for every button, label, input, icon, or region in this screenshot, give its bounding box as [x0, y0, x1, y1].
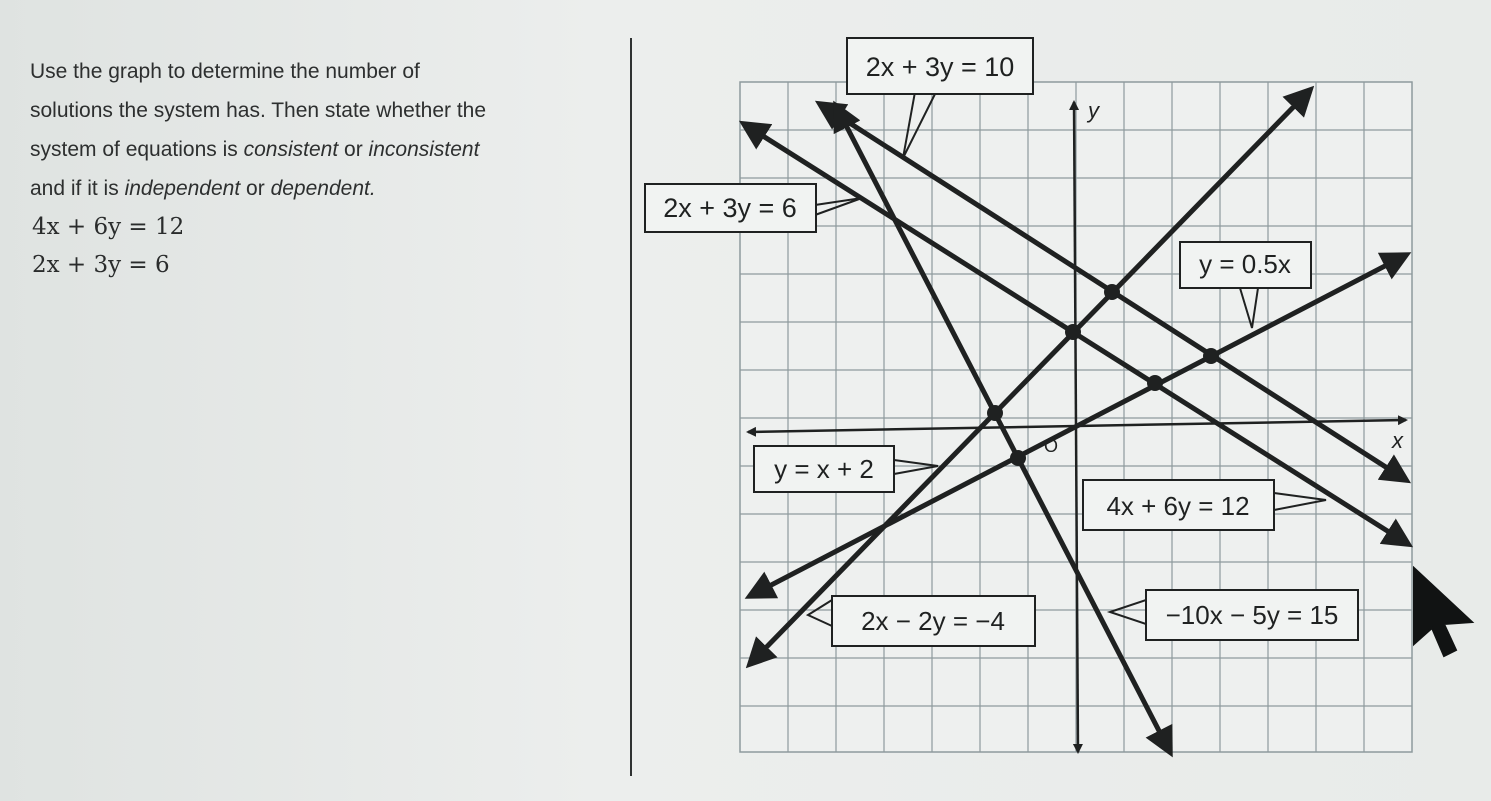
- label-y-eq-x-plus-2: y = x + 2: [774, 454, 874, 484]
- label-2x-minus-2y-eq-neg4: 2x − 2y = −4: [861, 606, 1005, 636]
- question-line-3: system of equations is consistent or inconsistent: [30, 138, 480, 161]
- label-y-eq-0.5x: y = 0.5x: [1199, 249, 1291, 279]
- question-line-2: solutions the system has. Then state whether the: [30, 99, 487, 122]
- question-line-1: Use the graph to determine the number of: [30, 60, 420, 83]
- question-line-4: and if it is independent or dependent.: [30, 177, 376, 200]
- mouse-pointer-icon: [1412, 566, 1478, 658]
- equation-1: 4x + 6y = 12: [32, 214, 185, 240]
- label-2x-plus-3y-eq-10: 2x + 3y = 10: [865, 52, 1015, 82]
- equation-2: 2x + 3y = 6: [32, 252, 170, 278]
- label-4x-plus-6y-eq-12: 4x + 6y = 12: [1106, 491, 1250, 521]
- y-axis-label: y: [1088, 98, 1099, 123]
- x-axis-label: x: [1392, 428, 1403, 453]
- origin-label: O: [1044, 436, 1059, 456]
- label-2x-plus-3y-eq-6: 2x + 3y = 6: [663, 193, 797, 223]
- label-neg10x-minus-5y-eq-15: −10x − 5y = 15: [1165, 600, 1339, 630]
